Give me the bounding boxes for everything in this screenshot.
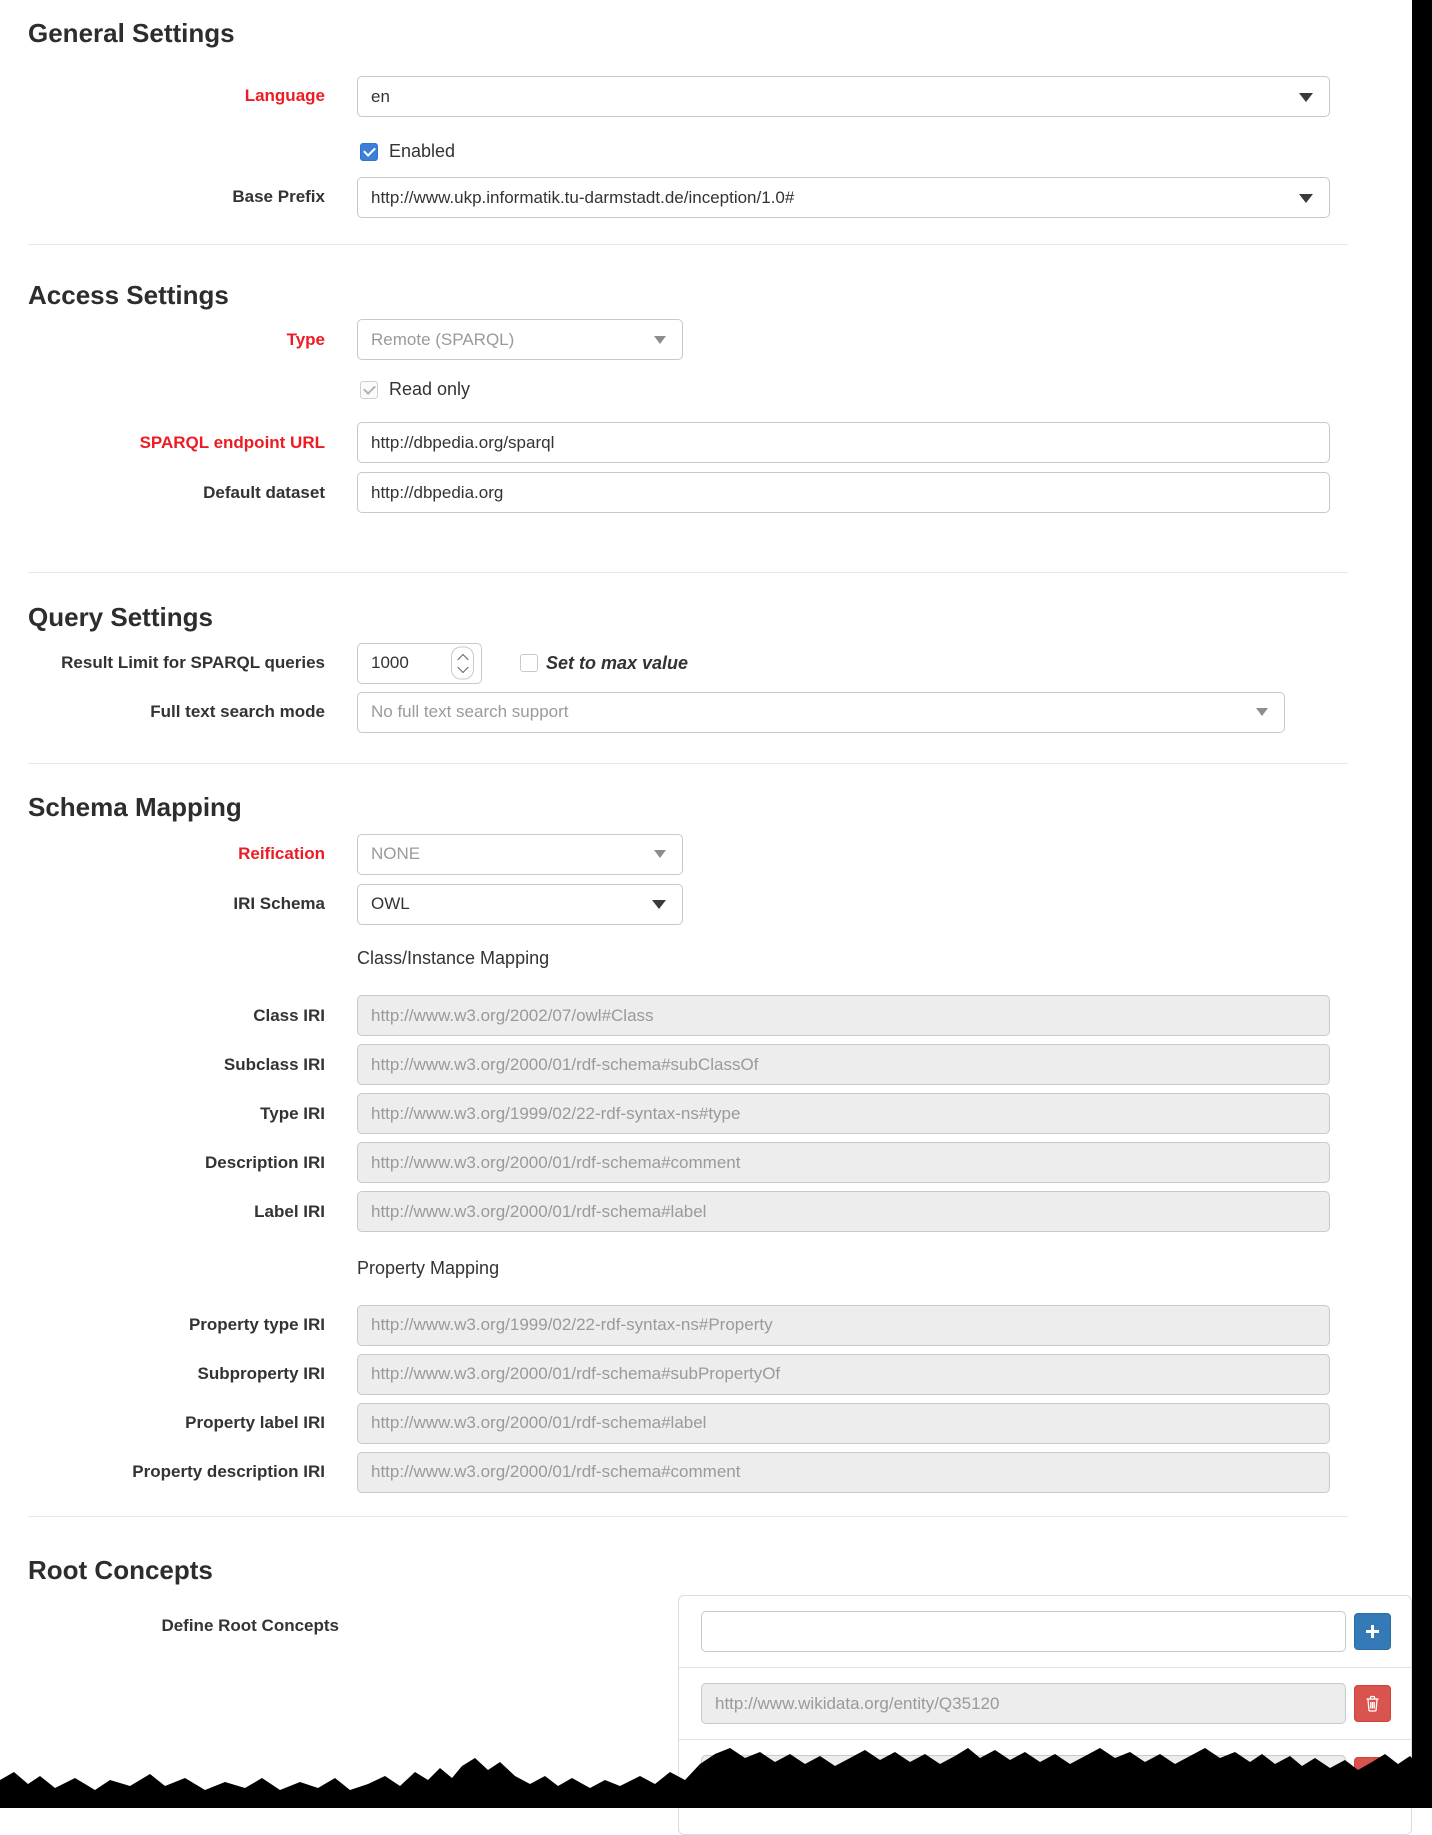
base-prefix-select[interactable] bbox=[357, 177, 1330, 218]
caret-down-icon bbox=[1299, 194, 1313, 203]
define-root-concepts-label: Define Root Concepts bbox=[161, 1616, 339, 1636]
language-select[interactable] bbox=[357, 76, 1330, 117]
label-iri-label: Label IRI bbox=[254, 1201, 325, 1221]
section-divider bbox=[28, 763, 1348, 764]
result-limit-label: Result Limit for SPARQL queries bbox=[61, 652, 325, 672]
iri-schema-select[interactable] bbox=[357, 884, 683, 925]
caret-down-icon bbox=[1256, 708, 1268, 716]
subclass-iri-label: Subclass IRI bbox=[223, 1054, 325, 1074]
reification-label: Reification bbox=[238, 844, 325, 864]
root-concept-input bbox=[701, 1683, 1346, 1724]
property-description-iri-input bbox=[357, 1452, 1330, 1493]
label-iri-input bbox=[357, 1191, 1330, 1232]
language-label: Language bbox=[244, 86, 325, 106]
reification-select[interactable] bbox=[357, 834, 683, 875]
caret-down-icon bbox=[654, 336, 666, 344]
torn-edge-decoration bbox=[0, 1728, 1432, 1808]
base-prefix-select-value: http://www.ukp.informatik.tu-darmstadt.de/inception/1.0# bbox=[371, 187, 795, 207]
property-label-iri-input bbox=[357, 1403, 1330, 1444]
class-instance-mapping-subheading: Class/Instance Mapping bbox=[357, 947, 550, 968]
enabled-checkbox-label: Enabled bbox=[389, 141, 456, 162]
sparql-endpoint-url-input[interactable] bbox=[357, 422, 1330, 463]
subproperty-iri-label: Subproperty IRI bbox=[197, 1364, 325, 1384]
checkmark-icon bbox=[363, 383, 376, 396]
property-description-iri-label: Property description IRI bbox=[132, 1462, 325, 1482]
class-iri-input bbox=[357, 995, 1330, 1036]
caret-down-icon bbox=[654, 850, 666, 858]
root-concepts-heading: Root Concepts bbox=[28, 1554, 213, 1585]
full-text-search-mode-value: No full text search support bbox=[371, 702, 569, 722]
read-only-checkbox-label: Read only bbox=[389, 379, 471, 400]
query-settings-heading: Query Settings bbox=[28, 602, 213, 633]
subclass-iri-input bbox=[357, 1044, 1330, 1085]
full-text-search-mode-label: Full text search mode bbox=[150, 701, 325, 721]
delete-root-concept-button[interactable] bbox=[1354, 1685, 1391, 1722]
description-iri-input bbox=[357, 1142, 1330, 1183]
reification-select-value: NONE bbox=[371, 844, 421, 864]
enabled-checkbox[interactable] bbox=[360, 143, 378, 161]
default-dataset-label: Default dataset bbox=[203, 482, 325, 502]
description-iri-label: Description IRI bbox=[205, 1152, 325, 1172]
read-only-checkbox bbox=[360, 381, 378, 399]
schema-mapping-heading: Schema Mapping bbox=[28, 791, 242, 822]
caret-down-icon bbox=[652, 900, 666, 909]
trash-icon bbox=[1365, 1695, 1380, 1712]
stepper-down-icon[interactable] bbox=[457, 661, 468, 672]
general-settings-heading: General Settings bbox=[28, 18, 235, 48]
base-prefix-label: Base Prefix bbox=[232, 187, 325, 207]
set-max-checkbox[interactable] bbox=[520, 654, 538, 672]
iri-schema-label: IRI Schema bbox=[233, 894, 325, 914]
root-concept-add-row bbox=[679, 1596, 1411, 1667]
property-label-iri-label: Property label IRI bbox=[185, 1413, 325, 1433]
type-iri-input bbox=[357, 1093, 1330, 1134]
number-stepper-icon[interactable] bbox=[451, 647, 474, 680]
property-type-iri-label: Property type IRI bbox=[188, 1315, 325, 1335]
default-dataset-input[interactable] bbox=[357, 472, 1330, 513]
property-mapping-subheading: Property Mapping bbox=[357, 1258, 500, 1279]
type-select[interactable] bbox=[357, 319, 683, 360]
set-max-checkbox-label: Set to max value bbox=[546, 652, 689, 673]
type-iri-label: Type IRI bbox=[260, 1103, 325, 1123]
full-text-search-mode-select[interactable] bbox=[357, 692, 1285, 733]
access-settings-heading: Access Settings bbox=[28, 280, 229, 311]
type-select-value: Remote (SPARQL) bbox=[371, 329, 515, 349]
caret-down-icon bbox=[1299, 93, 1313, 102]
add-root-concept-button[interactable] bbox=[1354, 1613, 1391, 1650]
sparql-endpoint-url-label: SPARQL endpoint URL bbox=[139, 432, 325, 452]
section-divider bbox=[28, 1516, 1348, 1517]
iri-schema-select-value: OWL bbox=[371, 894, 410, 914]
section-divider bbox=[28, 572, 1348, 573]
type-label: Type bbox=[286, 329, 325, 349]
new-root-concept-input[interactable] bbox=[701, 1611, 1346, 1652]
class-iri-label: Class IRI bbox=[253, 1005, 325, 1025]
plus-icon bbox=[1365, 1624, 1380, 1639]
section-divider bbox=[28, 244, 1348, 245]
checkmark-icon bbox=[363, 144, 376, 157]
language-select-value: en bbox=[371, 86, 390, 106]
property-type-iri-input bbox=[357, 1305, 1330, 1346]
screenshot-edge-bar bbox=[1412, 0, 1432, 1808]
subproperty-iri-input bbox=[357, 1354, 1330, 1395]
